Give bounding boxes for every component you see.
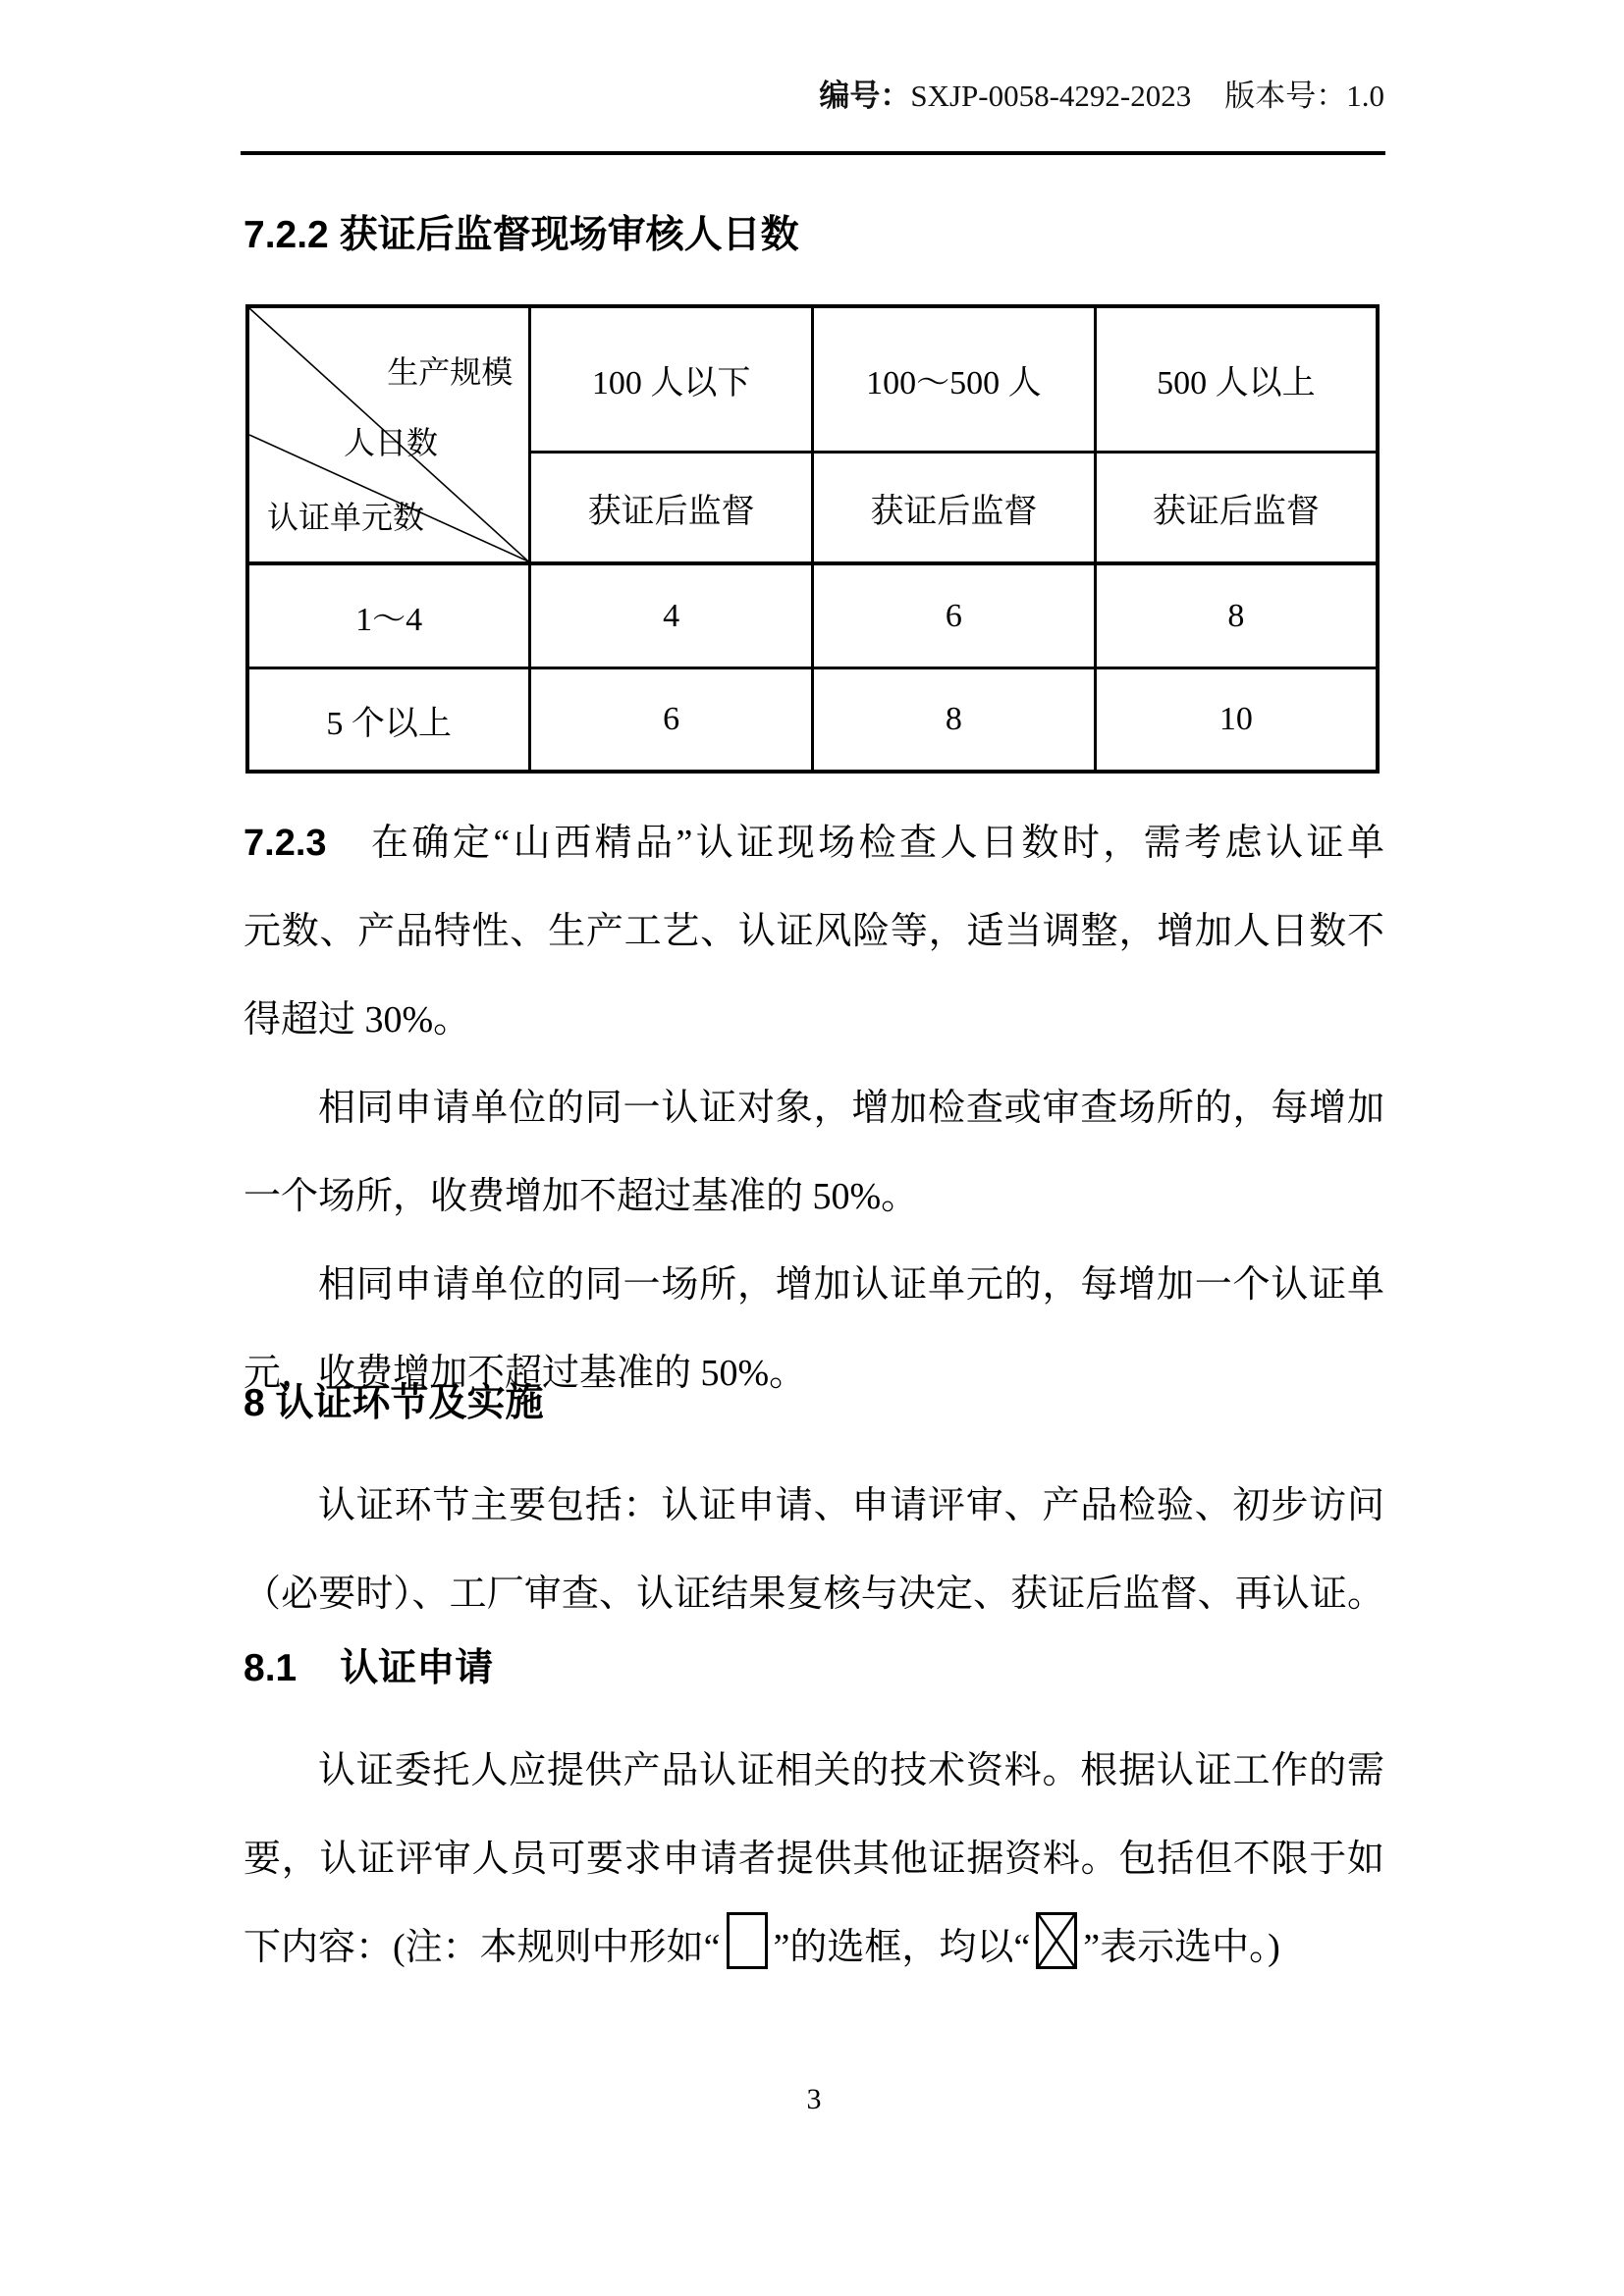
doc-number-value: SXJP-0058-4292-2023 bbox=[910, 79, 1192, 113]
version-label: 版本号： bbox=[1224, 79, 1347, 113]
paragraph-same-object bbox=[244, 1064, 1384, 1241]
diagonal-label-man-days: 人日数 bbox=[344, 425, 439, 460]
table-cell: 6 bbox=[813, 563, 1096, 668]
doc-number-label: 编号： bbox=[819, 79, 911, 113]
paragraph-cert-steps bbox=[244, 1462, 1384, 1638]
col-header: 500 人以上 bbox=[1095, 306, 1378, 453]
col-subheader: 获证后监督 bbox=[530, 453, 813, 564]
paragraph-line: 认证委托人应提供产品认证相关的技术资料。根据认证工作的需 bbox=[318, 1750, 1384, 1791]
paragraph-line: 要，认证评审人员可要求申请者提供其他证据资料。包括但不限于如 bbox=[244, 1839, 1384, 1880]
table-cell: 4 bbox=[530, 563, 813, 668]
paragraph-application bbox=[244, 1727, 1384, 1992]
table-cell: 8 bbox=[813, 668, 1096, 773]
paragraph-line: 认证环节主要包括：认证申请、申请评审、产品检验、初步访问 bbox=[318, 1485, 1384, 1526]
diagonal-label-production-scale: 生产规模 bbox=[387, 354, 514, 390]
document-header bbox=[819, 77, 1384, 116]
paragraph-text: ”表示选中。) bbox=[1083, 1927, 1280, 1968]
paragraph-text: 在确定“山西精品”认证现场检查人日数时，需考虑认证单 bbox=[367, 823, 1384, 864]
table-cell: 6 bbox=[530, 668, 813, 773]
paragraph-line: 相同申请单位的同一场所，增加认证单元的，每增加一个认证单 bbox=[318, 1264, 1384, 1306]
diagonal-label-cert-units: 认证单元数 bbox=[267, 500, 425, 535]
row-label: 5 个以上 bbox=[247, 668, 530, 773]
diagonal-header-cell bbox=[247, 306, 530, 563]
paragraph-line: 元数、产品特性、生产工艺、认证风险等，适当调整，增加人日数不 bbox=[244, 911, 1384, 952]
paragraph-line: 相同申请单位的同一认证对象，增加检查或审查场所的，每增加 bbox=[318, 1088, 1384, 1129]
paragraph-line: 元，收费增加不超过基准的 50%。 bbox=[244, 1353, 807, 1394]
table-row bbox=[247, 668, 1378, 773]
paragraph-line: （必要时）、工厂审查、认证结果复核与决定、获证后监督、再认证。 bbox=[244, 1574, 1384, 1615]
col-subheader: 获证后监督 bbox=[813, 453, 1096, 564]
section-8-heading: 8 认证环节及实施 bbox=[244, 1382, 544, 1424]
section-number: 8.1 bbox=[244, 1647, 298, 1689]
paragraph-line: 一个场所，收费增加不超过基准的 50%。 bbox=[244, 1176, 919, 1217]
section-7-2-2-heading: 7.2.2 获证后监督现场审核人日数 bbox=[244, 214, 799, 256]
table-cell: 8 bbox=[1095, 563, 1378, 668]
row-label: 1～4 bbox=[247, 563, 530, 668]
paragraph-text: 下内容：(注：本规则中形如“ bbox=[244, 1927, 721, 1968]
section-title: 认证申请 bbox=[340, 1647, 494, 1689]
man-days-table bbox=[245, 304, 1380, 774]
clause-number: 7.2.3 bbox=[244, 823, 327, 864]
col-subheader: 获证后监督 bbox=[1095, 453, 1378, 564]
table-row bbox=[247, 563, 1378, 668]
col-header: 100～500 人 bbox=[813, 306, 1096, 453]
checkbox-checked-icon bbox=[1036, 1912, 1077, 1969]
table-cell: 10 bbox=[1095, 668, 1378, 773]
paragraph-text: ”的选框，均以“ bbox=[773, 1927, 1031, 1968]
section-8-1-heading bbox=[244, 1641, 1384, 1696]
page-number: 3 bbox=[806, 2083, 822, 2115]
paragraph-line: 得超过 30%。 bbox=[244, 999, 471, 1041]
checkbox-empty-icon bbox=[727, 1912, 768, 1969]
col-header: 100 人以下 bbox=[530, 306, 813, 453]
version-value: 1.0 bbox=[1346, 79, 1384, 113]
paragraph-7-2-3 bbox=[244, 799, 1384, 1064]
paragraph-line bbox=[244, 799, 1384, 887]
paragraph-line bbox=[244, 1903, 1384, 1992]
header-divider-line bbox=[241, 151, 1385, 155]
